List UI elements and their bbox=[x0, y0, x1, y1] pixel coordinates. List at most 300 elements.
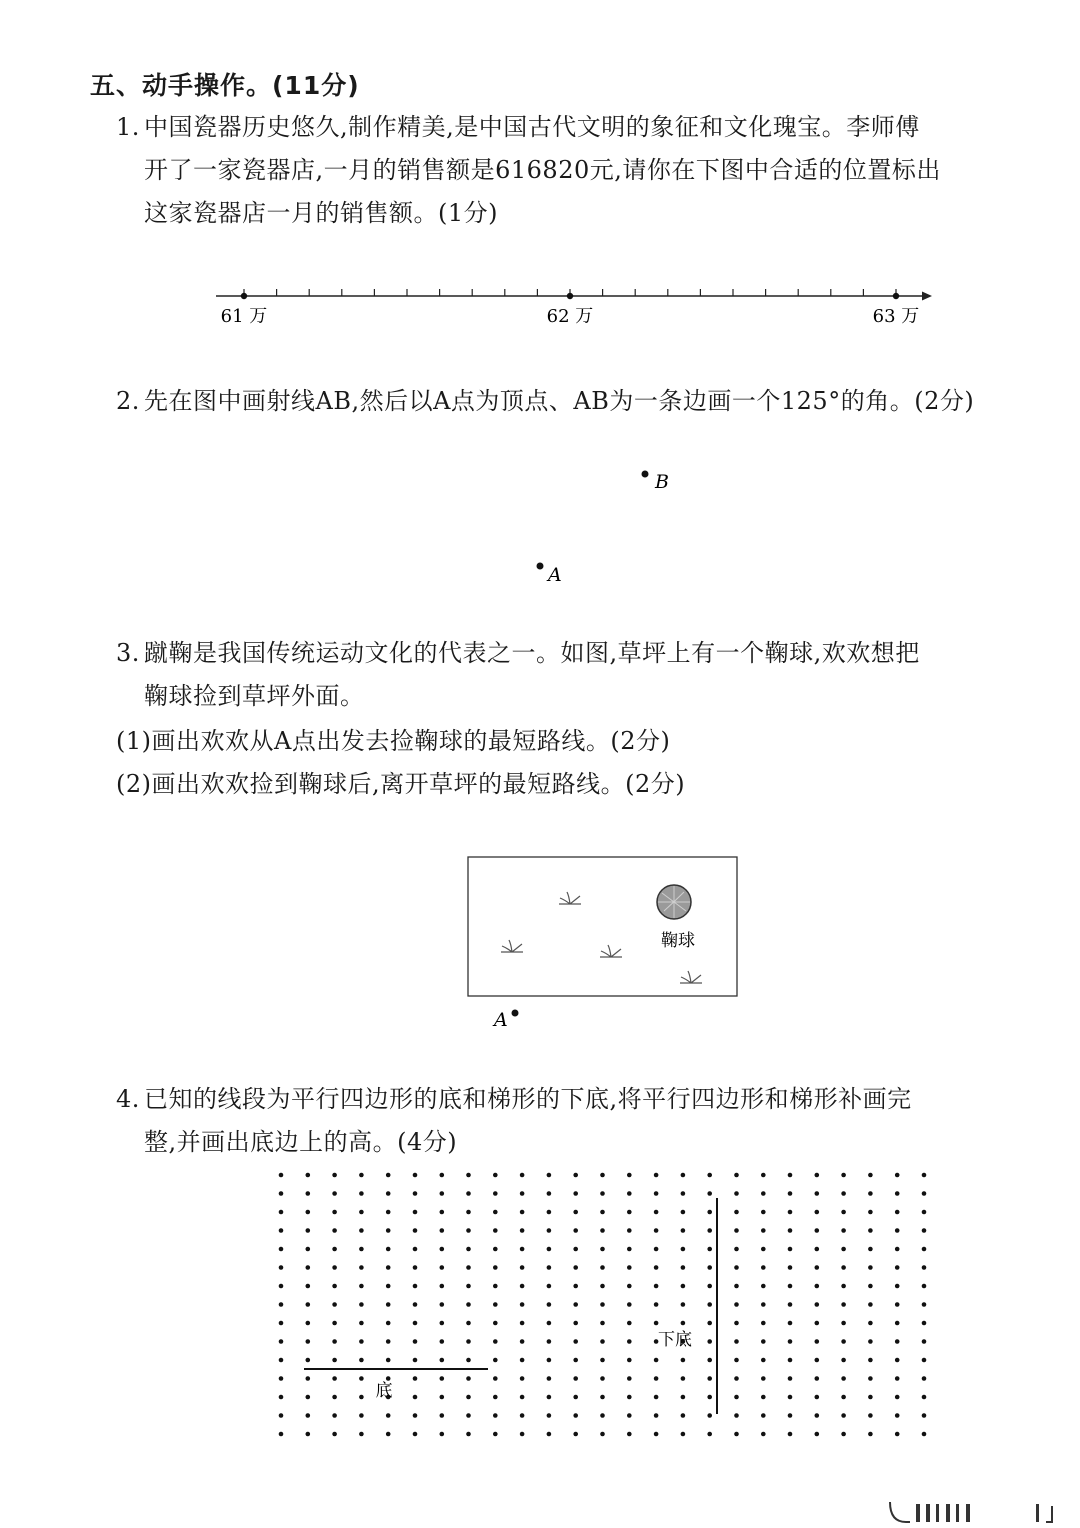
grid-dot bbox=[573, 1265, 578, 1270]
grid-dot bbox=[466, 1228, 471, 1233]
grid-dot bbox=[279, 1247, 284, 1252]
grid-dot bbox=[841, 1302, 846, 1307]
grid-dot bbox=[547, 1228, 552, 1233]
grid-dot bbox=[413, 1265, 418, 1270]
grid-dot bbox=[868, 1432, 873, 1437]
grid-dot bbox=[600, 1210, 605, 1215]
grid-dot bbox=[386, 1339, 391, 1344]
grid-dot bbox=[841, 1173, 846, 1178]
grid-dot bbox=[493, 1339, 498, 1344]
grid-dot bbox=[279, 1191, 284, 1196]
grid-dot bbox=[841, 1395, 846, 1400]
grid-dot bbox=[440, 1302, 445, 1307]
grid-dot bbox=[520, 1302, 525, 1307]
grid-dot bbox=[279, 1228, 284, 1233]
grid-dot bbox=[895, 1191, 900, 1196]
grid-dot bbox=[788, 1210, 793, 1215]
grid-dot bbox=[413, 1210, 418, 1215]
grid-dot bbox=[841, 1321, 846, 1326]
grid-dot bbox=[895, 1173, 900, 1178]
grid-dot bbox=[466, 1210, 471, 1215]
grid-dot bbox=[815, 1395, 820, 1400]
grid-dot bbox=[868, 1284, 873, 1289]
grass-icon bbox=[680, 971, 702, 983]
grid-dot bbox=[413, 1395, 418, 1400]
grid-dot bbox=[440, 1191, 445, 1196]
grid-dot bbox=[681, 1302, 686, 1307]
grid-dot bbox=[734, 1173, 739, 1178]
grid-dot bbox=[600, 1321, 605, 1326]
grid-dot bbox=[681, 1413, 686, 1418]
grid-dot bbox=[573, 1395, 578, 1400]
grid-dot bbox=[493, 1413, 498, 1418]
grid-dot bbox=[413, 1173, 418, 1178]
grid-dot bbox=[600, 1247, 605, 1252]
grid-dot bbox=[279, 1376, 284, 1381]
grid-dot bbox=[493, 1321, 498, 1326]
grid-dot bbox=[279, 1210, 284, 1215]
grid-dot bbox=[654, 1247, 659, 1252]
grid-dot bbox=[922, 1247, 927, 1252]
grid-dot bbox=[654, 1228, 659, 1233]
grid-dot bbox=[413, 1413, 418, 1418]
grid-dot bbox=[761, 1191, 766, 1196]
grid-dot bbox=[359, 1228, 364, 1233]
grid-dot bbox=[681, 1321, 686, 1326]
grid-dot bbox=[734, 1247, 739, 1252]
grid-dot bbox=[788, 1358, 793, 1363]
grid-dot bbox=[627, 1413, 632, 1418]
grid-dot bbox=[761, 1173, 766, 1178]
grid-dot bbox=[413, 1376, 418, 1381]
grid-dot bbox=[386, 1432, 391, 1437]
grid-dot bbox=[306, 1413, 311, 1418]
grid-dot bbox=[815, 1321, 820, 1326]
grid-dot bbox=[306, 1339, 311, 1344]
grid-dot bbox=[466, 1321, 471, 1326]
grid-dot bbox=[413, 1432, 418, 1437]
grid-dot bbox=[922, 1265, 927, 1270]
number-line-label-61: 61 万 bbox=[220, 306, 268, 327]
grid-dot bbox=[359, 1358, 364, 1363]
grid-dot bbox=[654, 1395, 659, 1400]
grid-dot bbox=[707, 1247, 712, 1252]
grid-dot bbox=[359, 1413, 364, 1418]
grid-dot bbox=[788, 1413, 793, 1418]
grid-dot bbox=[734, 1339, 739, 1344]
question-1-line-1: 中国瓷器历史悠久,制作精美,是中国古代文明的象征和文化瑰宝。李师傅 bbox=[144, 113, 920, 141]
grid-dot bbox=[332, 1173, 337, 1178]
grid-dot bbox=[841, 1265, 846, 1270]
grid-dot bbox=[681, 1210, 686, 1215]
grid-dot bbox=[868, 1358, 873, 1363]
grid-dot bbox=[493, 1284, 498, 1289]
grid-dot bbox=[466, 1413, 471, 1418]
grid-dot bbox=[922, 1376, 927, 1381]
grid-dot bbox=[520, 1173, 525, 1178]
grid-dot bbox=[600, 1432, 605, 1437]
grid-dot bbox=[600, 1413, 605, 1418]
grid-dot bbox=[761, 1395, 766, 1400]
grid-dot bbox=[359, 1210, 364, 1215]
grid-dot bbox=[761, 1247, 766, 1252]
grid-dot bbox=[279, 1173, 284, 1178]
grid-dot bbox=[922, 1191, 927, 1196]
grid-dot bbox=[359, 1302, 364, 1307]
grid-dot bbox=[573, 1376, 578, 1381]
grid-dot bbox=[815, 1284, 820, 1289]
grid-dot bbox=[306, 1265, 311, 1270]
grid-dot bbox=[627, 1210, 632, 1215]
grid-dot bbox=[734, 1432, 739, 1437]
grid-dot bbox=[359, 1191, 364, 1196]
grid-dot bbox=[386, 1265, 391, 1270]
grid-dot bbox=[841, 1432, 846, 1437]
grid-dot bbox=[868, 1228, 873, 1233]
lawn-point-a-label: A bbox=[494, 1009, 508, 1031]
grid-dot bbox=[734, 1358, 739, 1363]
grid-dot bbox=[332, 1358, 337, 1363]
grid-dot bbox=[734, 1210, 739, 1215]
grid-dot bbox=[707, 1302, 712, 1307]
grid-dot bbox=[413, 1191, 418, 1196]
grid-dot bbox=[815, 1210, 820, 1215]
grid-dot bbox=[600, 1173, 605, 1178]
grid-dot bbox=[413, 1284, 418, 1289]
grid-dot bbox=[841, 1284, 846, 1289]
grid-dot bbox=[681, 1395, 686, 1400]
grid-dot bbox=[707, 1339, 712, 1344]
grid-dot bbox=[547, 1265, 552, 1270]
ball-label: 鞠球 bbox=[661, 931, 695, 951]
number-line-label-62: 62 万 bbox=[546, 306, 594, 327]
grid-dot bbox=[386, 1228, 391, 1233]
base-label: 底 bbox=[375, 1381, 393, 1401]
grid-dot bbox=[788, 1302, 793, 1307]
grid-dot bbox=[895, 1284, 900, 1289]
arrow-icon bbox=[922, 292, 932, 301]
lawn-rectangle[interactable] bbox=[468, 857, 737, 996]
grid-dot bbox=[547, 1432, 552, 1437]
grid-dot bbox=[520, 1265, 525, 1270]
grid-dot bbox=[547, 1413, 552, 1418]
grid-dot bbox=[841, 1376, 846, 1381]
grid-dot bbox=[493, 1228, 498, 1233]
grid-dot bbox=[600, 1191, 605, 1196]
grid-dot bbox=[600, 1265, 605, 1270]
grass-icon bbox=[600, 945, 622, 957]
grid-dot bbox=[895, 1413, 900, 1418]
grid-dot bbox=[895, 1376, 900, 1381]
grid-dot bbox=[547, 1339, 552, 1344]
grid-dot bbox=[841, 1247, 846, 1252]
grid-dot bbox=[654, 1302, 659, 1307]
point-a[interactable] bbox=[537, 563, 544, 570]
grid-dot bbox=[520, 1247, 525, 1252]
grid-dot bbox=[279, 1321, 284, 1326]
grid-dot bbox=[761, 1265, 766, 1270]
grid-dot bbox=[707, 1432, 712, 1437]
grid-dot bbox=[440, 1413, 445, 1418]
grid-dot bbox=[332, 1265, 337, 1270]
grid-dot bbox=[627, 1302, 632, 1307]
grid-dot bbox=[386, 1413, 391, 1418]
grid-dot bbox=[413, 1321, 418, 1326]
grid-dot bbox=[493, 1302, 498, 1307]
grid-dot bbox=[868, 1395, 873, 1400]
grid-dot bbox=[306, 1228, 311, 1233]
grid-dot bbox=[386, 1358, 391, 1363]
grid-dot bbox=[359, 1432, 364, 1437]
point-a-label: A bbox=[548, 564, 562, 586]
grid-dot bbox=[815, 1358, 820, 1363]
grid-dot bbox=[815, 1265, 820, 1270]
grid-dot bbox=[520, 1376, 525, 1381]
grid-dot bbox=[627, 1432, 632, 1437]
grid-dot bbox=[707, 1395, 712, 1400]
grid-dot bbox=[332, 1395, 337, 1400]
question-3-sub-2: (2)画出欢欢捡到鞠球后,离开草坪的最短路线。(2分) bbox=[116, 770, 686, 798]
grid-dot bbox=[279, 1302, 284, 1307]
grid-dot bbox=[734, 1413, 739, 1418]
grid-dot bbox=[332, 1284, 337, 1289]
grid-dot bbox=[707, 1191, 712, 1196]
grid-dot bbox=[573, 1247, 578, 1252]
grid-dot bbox=[734, 1228, 739, 1233]
grid-dot bbox=[493, 1173, 498, 1178]
grid-dot bbox=[788, 1395, 793, 1400]
grid-dot bbox=[600, 1228, 605, 1233]
point-b[interactable] bbox=[642, 471, 649, 478]
grid-dot bbox=[627, 1395, 632, 1400]
question-1-line-3: 这家瓷器店一月的销售额。(1分) bbox=[144, 199, 498, 227]
lower-base-label: 下底 bbox=[658, 1330, 692, 1350]
number-line-point-61 bbox=[241, 293, 247, 299]
grid-dot bbox=[466, 1358, 471, 1363]
grid-dot bbox=[279, 1413, 284, 1418]
grid-dot bbox=[815, 1191, 820, 1196]
grid-dot bbox=[895, 1358, 900, 1363]
grid-dot bbox=[627, 1321, 632, 1326]
grid-dot bbox=[520, 1339, 525, 1344]
grid-dot bbox=[761, 1302, 766, 1307]
grid-dot bbox=[815, 1228, 820, 1233]
grid-dot bbox=[520, 1284, 525, 1289]
question-3-line-1: 蹴鞠是我国传统运动文化的代表之一。如图,草坪上有一个鞠球,欢欢想把 bbox=[144, 639, 920, 667]
grid-dot bbox=[493, 1265, 498, 1270]
grid-dot bbox=[922, 1358, 927, 1363]
grid-dot bbox=[332, 1413, 337, 1418]
grid-dot bbox=[279, 1284, 284, 1289]
grid-dot bbox=[815, 1413, 820, 1418]
grid-dot bbox=[573, 1191, 578, 1196]
grid-dot bbox=[386, 1173, 391, 1178]
grid-dot bbox=[573, 1358, 578, 1363]
grid-dot bbox=[359, 1265, 364, 1270]
grid-dot bbox=[600, 1358, 605, 1363]
grid-dot bbox=[520, 1413, 525, 1418]
grid-dot bbox=[707, 1210, 712, 1215]
grid-dot bbox=[573, 1210, 578, 1215]
grid-dot bbox=[815, 1376, 820, 1381]
grid-dot bbox=[279, 1358, 284, 1363]
grid-dot bbox=[707, 1413, 712, 1418]
grid-dot bbox=[413, 1228, 418, 1233]
grid-dot bbox=[868, 1339, 873, 1344]
number-line[interactable] bbox=[216, 289, 932, 327]
grid-dot bbox=[573, 1432, 578, 1437]
grid-dot bbox=[466, 1395, 471, 1400]
grid-dot bbox=[654, 1284, 659, 1289]
grid-dot bbox=[332, 1210, 337, 1215]
grid-dot bbox=[440, 1432, 445, 1437]
grid-dot bbox=[600, 1339, 605, 1344]
grid-dot bbox=[815, 1302, 820, 1307]
grid-dot bbox=[868, 1173, 873, 1178]
grid-dot bbox=[547, 1210, 552, 1215]
grid-dot bbox=[520, 1358, 525, 1363]
grid-dot bbox=[681, 1228, 686, 1233]
question-2-number: 2. bbox=[116, 387, 140, 415]
grid-dot bbox=[734, 1302, 739, 1307]
grid-dot bbox=[386, 1247, 391, 1252]
grid-dot bbox=[332, 1339, 337, 1344]
grid-dot bbox=[573, 1321, 578, 1326]
number-line-point-62 bbox=[567, 293, 573, 299]
grid-dot bbox=[547, 1358, 552, 1363]
grid-dot bbox=[440, 1284, 445, 1289]
grid-dot bbox=[788, 1339, 793, 1344]
grid-dot bbox=[440, 1173, 445, 1178]
grid-dot bbox=[707, 1284, 712, 1289]
grid-dot bbox=[573, 1173, 578, 1178]
grid-dot bbox=[815, 1247, 820, 1252]
grid-dot bbox=[466, 1376, 471, 1381]
grid-dot bbox=[922, 1339, 927, 1344]
grid-dot bbox=[306, 1395, 311, 1400]
grid-dot bbox=[734, 1265, 739, 1270]
grid-dot bbox=[654, 1265, 659, 1270]
question-1-number: 1. bbox=[116, 113, 140, 141]
grid-dot bbox=[332, 1191, 337, 1196]
grid-dot bbox=[788, 1432, 793, 1437]
grid-dot bbox=[654, 1210, 659, 1215]
grid-dot bbox=[788, 1284, 793, 1289]
grid-dot bbox=[600, 1395, 605, 1400]
grid-dot bbox=[761, 1339, 766, 1344]
grid-dot bbox=[681, 1173, 686, 1178]
grid-dot bbox=[895, 1210, 900, 1215]
grid-dot bbox=[761, 1358, 766, 1363]
grid-dot bbox=[547, 1247, 552, 1252]
grid-dot bbox=[627, 1376, 632, 1381]
grid-dot bbox=[359, 1173, 364, 1178]
grid-dot bbox=[627, 1358, 632, 1363]
grid-dot bbox=[734, 1376, 739, 1381]
grid-dot bbox=[841, 1210, 846, 1215]
grid-dot bbox=[466, 1339, 471, 1344]
grid-dot bbox=[573, 1284, 578, 1289]
grid-dot bbox=[547, 1395, 552, 1400]
grid-dot bbox=[279, 1395, 284, 1400]
grid-dot bbox=[306, 1302, 311, 1307]
grid-dot bbox=[734, 1191, 739, 1196]
grid-dot bbox=[413, 1302, 418, 1307]
lawn-point-a[interactable] bbox=[512, 1010, 519, 1017]
grid-dot bbox=[681, 1376, 686, 1381]
grid-dot bbox=[761, 1284, 766, 1289]
question-1-line-2: 开了一家瓷器店,一月的销售额是616820元,请你在下图中合适的位置标出 bbox=[144, 156, 941, 184]
grid-dot bbox=[895, 1265, 900, 1270]
grid-dot bbox=[573, 1228, 578, 1233]
grid-dot bbox=[922, 1321, 927, 1326]
grid-dot bbox=[895, 1432, 900, 1437]
grid-dot bbox=[681, 1191, 686, 1196]
grid-dot bbox=[547, 1321, 552, 1326]
grid-dot bbox=[627, 1265, 632, 1270]
grid-dot bbox=[547, 1302, 552, 1307]
grass-icon bbox=[559, 892, 581, 904]
grid-dot bbox=[440, 1376, 445, 1381]
grid-dot bbox=[332, 1247, 337, 1252]
grid-dot bbox=[841, 1339, 846, 1344]
grid-dot bbox=[654, 1376, 659, 1381]
grid-dot bbox=[386, 1191, 391, 1196]
grid-dot bbox=[788, 1173, 793, 1178]
grid-dot bbox=[788, 1321, 793, 1326]
grid-dot bbox=[413, 1247, 418, 1252]
footer-marks bbox=[886, 1498, 1056, 1528]
grid-dot bbox=[815, 1339, 820, 1344]
grid-dot bbox=[306, 1432, 311, 1437]
grid-dot bbox=[547, 1376, 552, 1381]
grid-dot bbox=[520, 1191, 525, 1196]
grid-dot bbox=[654, 1321, 659, 1326]
grid-dot bbox=[440, 1339, 445, 1344]
grid-dot bbox=[761, 1432, 766, 1437]
grid-dot bbox=[413, 1339, 418, 1344]
grid-dot bbox=[306, 1284, 311, 1289]
grid-dot bbox=[332, 1302, 337, 1307]
grid-dot bbox=[734, 1395, 739, 1400]
grid-dot bbox=[573, 1302, 578, 1307]
grid-dot bbox=[761, 1413, 766, 1418]
grid-dot bbox=[707, 1376, 712, 1381]
grid-dot bbox=[654, 1413, 659, 1418]
grid-dot bbox=[627, 1339, 632, 1344]
grid-dot bbox=[520, 1321, 525, 1326]
ball-icon[interactable] bbox=[657, 885, 691, 919]
grid-dot bbox=[306, 1321, 311, 1326]
grid-dot bbox=[520, 1395, 525, 1400]
grid-dot bbox=[761, 1376, 766, 1381]
grid-dot bbox=[788, 1376, 793, 1381]
grid-dot bbox=[440, 1358, 445, 1363]
grid-dot bbox=[707, 1358, 712, 1363]
grid-dot bbox=[841, 1228, 846, 1233]
grid-dot bbox=[332, 1228, 337, 1233]
grid-dot bbox=[386, 1210, 391, 1215]
grid-dot bbox=[440, 1210, 445, 1215]
grid-dot bbox=[573, 1339, 578, 1344]
grid-dot bbox=[332, 1432, 337, 1437]
grid-dot bbox=[573, 1413, 578, 1418]
grid-dot bbox=[547, 1191, 552, 1196]
grid-dot bbox=[895, 1228, 900, 1233]
question-4-line-2: 整,并画出底边上的高。(4分) bbox=[144, 1128, 458, 1156]
grid-dot bbox=[493, 1395, 498, 1400]
grid-dot bbox=[627, 1284, 632, 1289]
